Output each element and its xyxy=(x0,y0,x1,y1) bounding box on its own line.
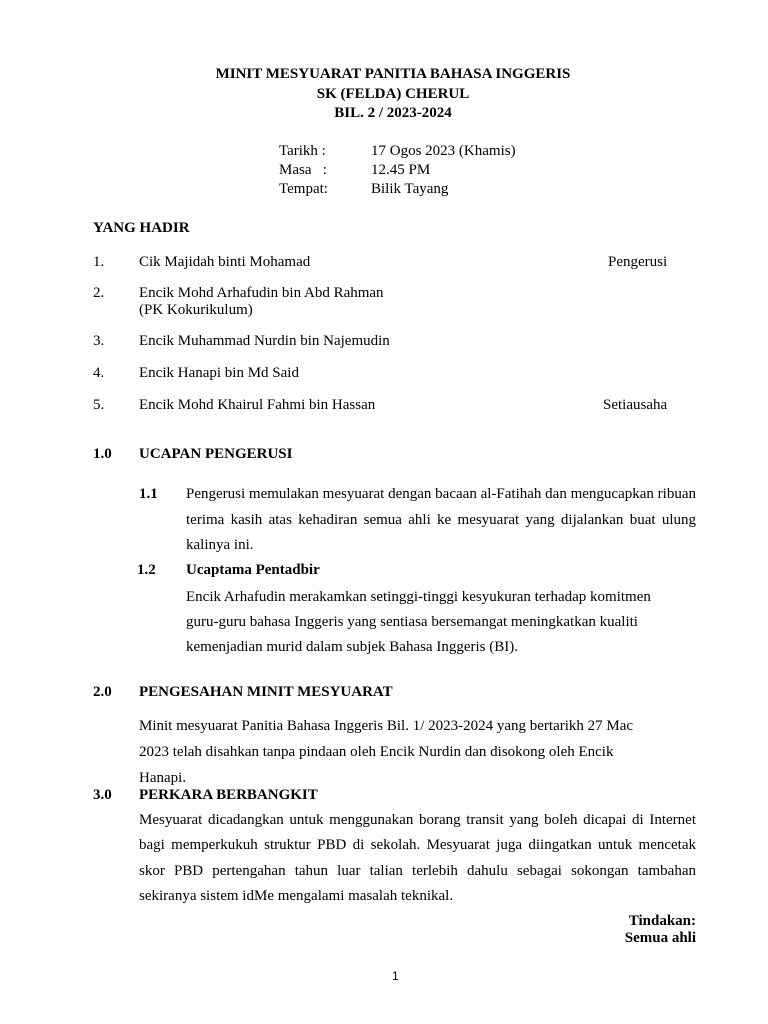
attendance-heading: YANG HADIR xyxy=(93,220,190,236)
document-title: MINIT MESYUARAT PANITIA BAHASA INGGERIS xyxy=(215,66,571,82)
time-value: 12.45 PM xyxy=(371,162,431,178)
member-number: 5. xyxy=(93,397,105,413)
place-value: Bilik Tayang xyxy=(371,181,449,197)
subsection-text: Encik Arhafudin merakamkan setinggi-tinggi kesyukuran terhadap komitmen guru-guru bahasa Inggeris yang sentiasa bersemangat meningkatkan kualiti kemenjadian murid dalam subjek Bahasa Inggeris (BI). xyxy=(186,589,651,655)
date-value: 17 Ogos 2023 (Khamis) xyxy=(371,143,516,159)
member-name: Encik Mohd Khairul Fahmi bin Hassan xyxy=(139,397,376,413)
member-number: 4. xyxy=(93,365,105,381)
action-label: Tindakan: xyxy=(628,913,696,929)
school-name: SK (FELDA) CHERUL xyxy=(316,86,470,102)
place-label: Tempat: xyxy=(279,181,328,197)
section-title: PERKARA BERBANGKIT xyxy=(139,787,318,803)
section-text: Minit mesyuarat Panitia Bahasa Inggeris Bil. 1/ 2023-2024 yang bertarikh 27 Mac 2023 telah disahkan tanpa pindaan oleh Encik Nurdin dan disokong oleh Encik Hanapi. xyxy=(139,718,634,786)
subsection-title: Ucaptama Pentadbir xyxy=(186,562,320,578)
member-number: 3. xyxy=(93,333,105,349)
member-name: Cik Majidah binti Mohamad xyxy=(139,254,311,270)
action-value: Semua ahli xyxy=(624,930,696,946)
section-number: 3.0 xyxy=(93,787,112,803)
section-title: UCAPAN PENGERUSI xyxy=(139,446,293,462)
date-label: Tarikh : xyxy=(279,143,326,159)
subsection-number: 1.2 xyxy=(137,562,156,578)
member-number: 1. xyxy=(93,254,105,270)
meeting-number: BIL. 2 / 2023-2024 xyxy=(334,105,452,121)
member-position: (PK Kokurikulum) xyxy=(139,302,253,318)
section-text: Mesyuarat dicadangkan untuk menggunakan borang transit yang boleh dicapai di Internet bagi memperkukuh struktur PBD di sekolah. Mesyuarat juga diingatkan untuk mencetak skor PBD pertengahan tahun luar talian terlebih dahulu sebagai sokongan tambahan sekiranya sistem idMe mengalami masalah teknikal. xyxy=(139,812,696,904)
section-number: 1.0 xyxy=(93,446,112,462)
time-label: Masa : xyxy=(279,162,327,178)
section-title: PENGESAHAN MINIT MESYUARAT xyxy=(139,684,393,700)
page-number: 1 xyxy=(392,969,399,983)
member-name: Encik Hanapi bin Md Said xyxy=(139,365,299,381)
member-name: Encik Mohd Arhafudin bin Abd Rahman xyxy=(139,285,384,301)
member-role: Pengerusi xyxy=(608,254,668,270)
subsection-number: 1.1 xyxy=(139,486,158,502)
member-role: Setiausaha xyxy=(603,397,668,413)
member-name: Encik Muhammad Nurdin bin Najemudin xyxy=(139,333,390,349)
section-number: 2.0 xyxy=(93,684,112,700)
subsection-text: Pengerusi memulakan mesyuarat dengan bacaan al-Fatihah dan mengucapkan ribuan terima kasih atas kehadiran semua ahli ke mesyuarat yang dijalankan buat ulung kalinya ini. xyxy=(186,486,696,553)
member-number: 2. xyxy=(93,285,105,301)
